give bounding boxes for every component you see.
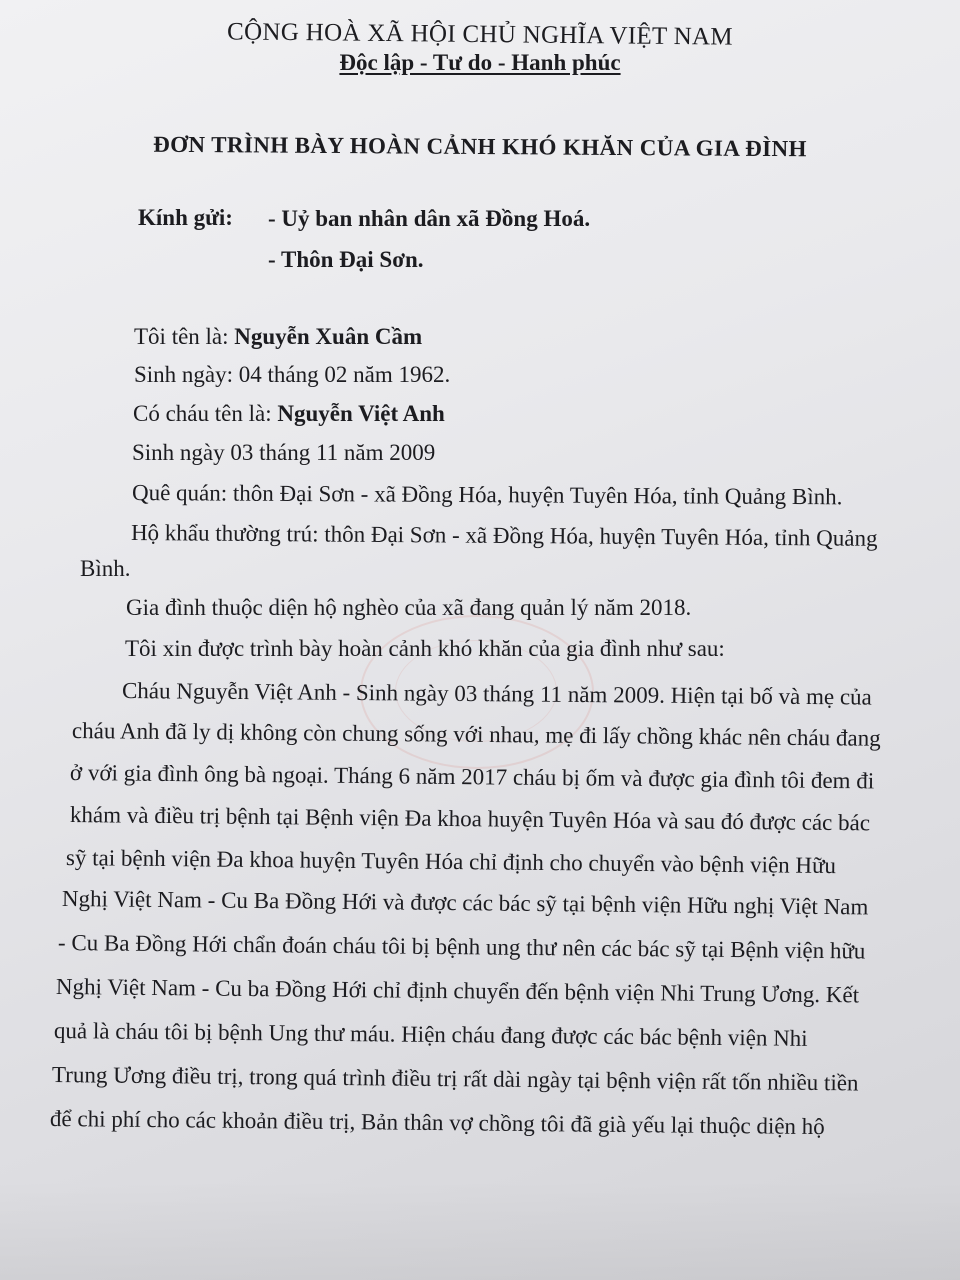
statement-line: khám và điều trị bệnh tại Bệnh viện Đa khoa huyện Tuyên Hóa và sau đó được các bác [69, 802, 871, 836]
statement-line: - Cu Ba Đồng Hới chẩn đoán cháu tôi bị bệnh ung thư nên các bác sỹ tại Bệnh viện hữu [57, 930, 866, 964]
statement-line: Trung Ương điều trị, trong quá trình điều trị rất dài ngày tại bệnh viện rất tốn nhiều tiền [51, 1062, 859, 1096]
statement-line: Cháu Nguyễn Việt Anh - Sinh ngày 03 tháng 11 năm 2009. Hiện tại bố và mẹ của [121, 678, 872, 710]
recipient-item: - Uỷ ban nhân dân xã Đồng Hoá. [268, 206, 591, 231]
residence-line-continued: Bình. [80, 556, 131, 581]
residence-line: Hộ khẩu thường trú: thôn Đại Sơn - xã Đồng Hóa, huyện Tuyên Hóa, tỉnh Quảng [130, 520, 878, 551]
hometown: Quê quán: thôn Đại Sơn - xã Đồng Hóa, huyện Tuyên Hóa, tỉnh Quảng Bình. [131, 480, 843, 510]
statement-line: để chi phí cho các khoản điều trị, Bản thân vợ chồng tôi đã già yếu lại thuộc diện hộ [49, 1106, 825, 1140]
statement-line: quả là cháu tôi bị bệnh Ung thư máu. Hiện cháu đang được các bác bệnh viện Nhi [53, 1018, 808, 1051]
applicant-name-line [134, 322, 422, 352]
document-title: ĐƠN TRÌNH BÀY HOÀN CẢNH KHÓ KHĂN CỦA GIA ĐÌNH [153, 131, 807, 162]
recipient-label: Kính gửi: [138, 205, 233, 230]
motto-text: Độc lập - Tư do - Hanh phúc [339, 50, 621, 75]
applicant-name: Nguyễn Xuân Cầm [234, 324, 423, 349]
statement-line: sỹ tại bệnh viện Đa khoa huyện Tuyên Hóa chỉ định cho chuyển vào bệnh viện Hữu [65, 845, 837, 879]
statement-intro: Tôi xin được trình bày hoàn cảnh khó khăn của gia đình như sau: [125, 636, 725, 661]
applicant-birth: Sinh ngày: 04 tháng 02 năm 1962. [134, 362, 451, 387]
grandchild-name-label: Có cháu tên là: [133, 401, 278, 426]
grandchild-name-line [133, 399, 445, 429]
statement-line: ở với gia đình ông bà ngoại. Tháng 6 năm 2017 cháu bị ốm và được gia đình tôi đem đi [69, 760, 875, 794]
national-heading: CỘNG HOÀ XÃ HỘI CHỦ NGHĨA VIỆT NAM [226, 18, 734, 51]
statement-line: Nghị Việt Nam - Cu ba Đồng Hới chỉ định chuyển đến bệnh viện Nhi Trung Ương. Kết [55, 974, 860, 1008]
grandchild-name: Nguyễn Việt Anh [277, 401, 445, 426]
statement-line: cháu Anh đã ly dị không còn chung sống với nhau, mẹ đi lấy chồng khác nên cháu đang [71, 718, 881, 751]
recipient-item: - Thôn Đại Sơn. [268, 247, 424, 272]
statement-line: Nghị Việt Nam - Cu Ba Đồng Hới và được các bác sỹ tại bệnh viện Hữu nghị Việt Nam [61, 886, 869, 920]
applicant-name-label: Tôi tên là: [134, 324, 235, 349]
page-shadow [0, 1180, 960, 1280]
national-motto [0, 48, 960, 78]
poor-household-statement: Gia đình thuộc diện hộ nghèo của xã đang quản lý năm 2018. [126, 595, 692, 620]
grandchild-birth: Sinh ngày 03 tháng 11 năm 2009 [132, 440, 436, 465]
